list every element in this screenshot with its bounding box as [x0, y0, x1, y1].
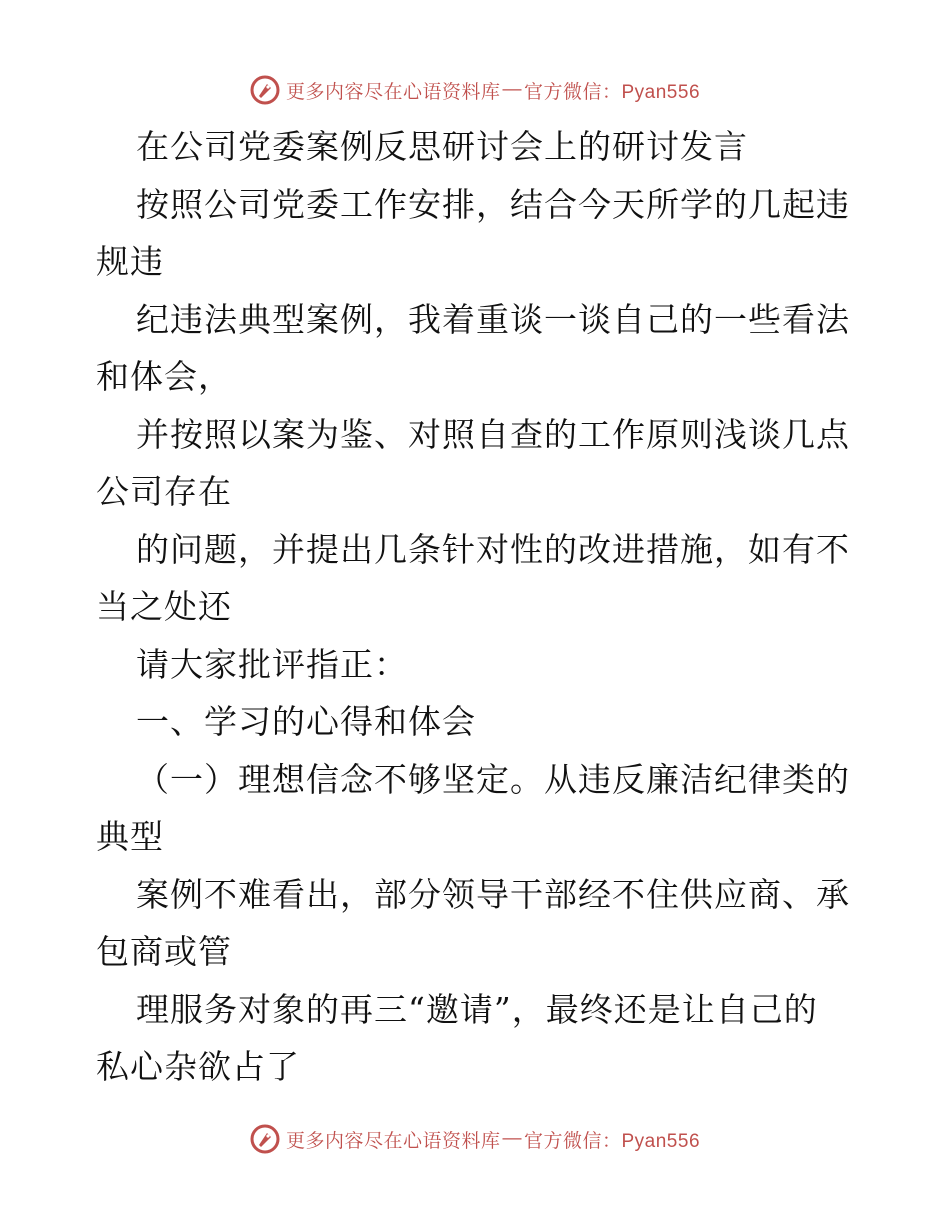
subsection-heading-line: （一）理想信念不够坚定。从违反廉洁纪律类的 — [136, 759, 850, 799]
document-title: 在公司党委案例反思研讨会上的研讨发言 — [136, 127, 748, 166]
pen-nib-logo-icon — [250, 1124, 280, 1154]
paragraph-line: 当之处还 — [96, 587, 232, 626]
banner-main-text: 更多内容尽在心语资料库 — [285, 1130, 501, 1152]
paragraph-line: 并按照以案为鉴、对照自查的工作原则浅谈几点 — [136, 414, 850, 454]
header-banner — [0, 70, 950, 110]
paragraph-line: 理服务对象的再三“邀请”，最终还是让自己的 — [136, 989, 818, 1029]
banner-wechat-text: 官方微信：Pyan556 — [524, 81, 701, 103]
document-body — [96, 118, 856, 1096]
banner-main-text: 更多内容尽在心语资料库 — [285, 81, 501, 103]
paragraph-line: 典型 — [96, 817, 164, 856]
paragraph-line: 纪违法典型案例，我着重谈一谈自己的一些看法 — [136, 299, 850, 339]
paragraph-line: 包商或管 — [96, 932, 232, 971]
paragraph-line: 规违 — [96, 242, 164, 281]
section-heading: 一、学习的心得和体会 — [136, 702, 476, 741]
paragraph-line: 和体会， — [96, 357, 232, 396]
banner-dash: — — [502, 1128, 522, 1149]
paragraph-line: 公司存在 — [96, 472, 232, 511]
banner-dash: — — [502, 79, 522, 100]
banner-wechat-text: 官方微信：Pyan556 — [524, 1130, 701, 1152]
paragraph-line: 案例不难看出，部分领导干部经不住供应商、承 — [136, 874, 850, 914]
paragraph-line: 请大家批评指正： — [136, 644, 408, 684]
footer-banner — [0, 1119, 950, 1159]
paragraph-line: 的问题，并提出几条针对性的改进措施，如有不 — [136, 529, 850, 569]
paragraph-line: 私心杂欲占了 — [96, 1047, 300, 1086]
pen-nib-logo-icon — [250, 75, 280, 105]
paragraph-line: 按照公司党委工作安排，结合今天所学的几起违 — [136, 184, 850, 224]
